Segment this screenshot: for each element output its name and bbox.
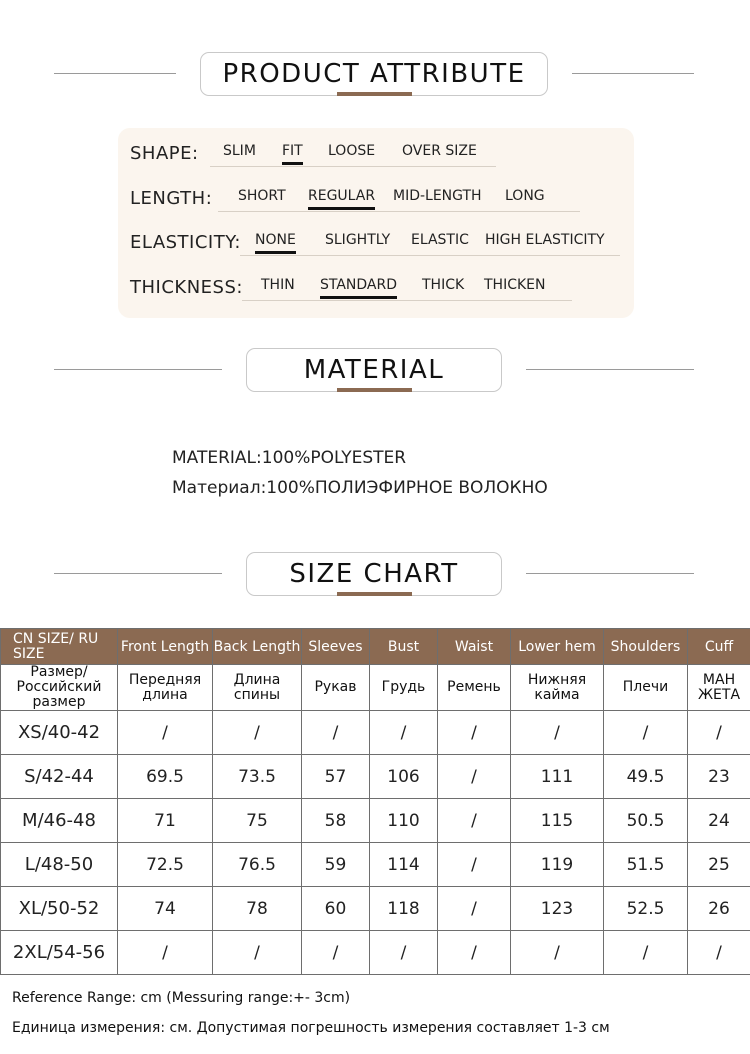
column-header-ru: МАН ЖЕТА [688, 665, 750, 711]
column-header-ru: Плечи [604, 665, 688, 711]
size-chart-table [0, 628, 750, 975]
material-ru: Материал:100%ПОЛИЭФИРНОЕ ВОЛОКНО [172, 478, 548, 498]
attribute-option-selected: REGULAR [308, 188, 376, 204]
header-accent-bar [337, 592, 412, 596]
column-header: Lower hem [511, 629, 604, 665]
attribute-row-elasticity [118, 232, 634, 262]
column-header-ru: Рукав [302, 665, 370, 711]
table-cell: / [438, 711, 511, 755]
attribute-option: SLIM [223, 143, 256, 159]
table-row [1, 843, 750, 887]
size-cell: S/42-44 [1, 755, 118, 799]
table-cell: 24 [688, 799, 750, 843]
table-cell: 52.5 [604, 887, 688, 931]
table-cell: 115 [511, 799, 604, 843]
header-rule-left [54, 369, 222, 370]
attribute-label: THICKNESS: [130, 277, 243, 298]
attribute-rule [242, 300, 572, 301]
attribute-rule [240, 255, 620, 256]
table-cell: / [511, 931, 604, 975]
table-cell: 57 [302, 755, 370, 799]
material-en: MATERIAL:100%POLYESTER [172, 448, 407, 468]
reference-note-en: Reference Range: cm (Messuring range:+- 3cm) [12, 990, 351, 1006]
table-cell: 58 [302, 799, 370, 843]
table-cell: 111 [511, 755, 604, 799]
attribute-option: THICKEN [484, 277, 546, 293]
attribute-option: LOOSE [328, 143, 376, 159]
table-cell: / [688, 711, 750, 755]
attribute-option-selected: FIT [282, 143, 303, 159]
product-attribute-title [200, 52, 548, 96]
table-cell: / [438, 799, 511, 843]
table-cell: 110 [370, 799, 438, 843]
column-header-ru: Размер/ Российский размер [1, 665, 118, 711]
material-header [0, 348, 750, 398]
size-cell: XS/40-42 [1, 711, 118, 755]
attribute-option: ELASTIC [411, 232, 469, 248]
column-header-ru: Нижняя кайма [511, 665, 604, 711]
table-cell: / [688, 931, 750, 975]
table-cell: / [213, 711, 302, 755]
table-cell: 119 [511, 843, 604, 887]
table-cell: / [118, 711, 213, 755]
table-row [1, 887, 750, 931]
table-cell: 50.5 [604, 799, 688, 843]
header-rule-right [526, 369, 694, 370]
table-row [1, 931, 750, 975]
header-rule-right [526, 573, 694, 574]
column-header-ru: Длина спины [213, 665, 302, 711]
attribute-option: HIGH ELASTICITY [485, 232, 605, 248]
table-cell: 114 [370, 843, 438, 887]
column-header-ru: Передняя длина [118, 665, 213, 711]
size-cell: 2XL/54-56 [1, 931, 118, 975]
table-cell: / [370, 711, 438, 755]
attribute-option: THICK [422, 277, 465, 293]
table-cell: 118 [370, 887, 438, 931]
table-cell: 74 [118, 887, 213, 931]
size-cell: XL/50-52 [1, 887, 118, 931]
header-rule-right [572, 73, 694, 74]
reference-note-ru: Единица измерения: см. Допустимая погрешность измерения составляет 1-3 см [12, 1020, 610, 1036]
attribute-label: SHAPE: [130, 143, 199, 164]
attribute-row-thickness [118, 277, 634, 307]
table-cell: / [438, 843, 511, 887]
table-cell: / [604, 931, 688, 975]
table-cell: / [118, 931, 213, 975]
size-chart-header [0, 552, 750, 602]
column-header: Bust [370, 629, 438, 665]
table-cell: 26 [688, 887, 750, 931]
attribute-option: SHORT [238, 188, 286, 204]
table-cell: 123 [511, 887, 604, 931]
column-header: Waist [438, 629, 511, 665]
size-chart-title [246, 552, 502, 596]
table-row [1, 799, 750, 843]
material-title-text: MATERIAL [303, 355, 445, 385]
table-cell: 78 [213, 887, 302, 931]
table-cell: 72.5 [118, 843, 213, 887]
header-rule-left [54, 73, 176, 74]
attribute-option-selected: NONE [255, 232, 296, 248]
column-header: Sleeves [302, 629, 370, 665]
table-cell: / [511, 711, 604, 755]
table-cell: 69.5 [118, 755, 213, 799]
column-header-ru: Ремень [438, 665, 511, 711]
table-cell: 49.5 [604, 755, 688, 799]
table-cell: 71 [118, 799, 213, 843]
table-cell: 51.5 [604, 843, 688, 887]
table-cell: / [370, 931, 438, 975]
table-cell: 106 [370, 755, 438, 799]
size-cell: L/48-50 [1, 843, 118, 887]
table-cell: / [604, 711, 688, 755]
table-cell: 60 [302, 887, 370, 931]
header-row-en [1, 629, 750, 665]
column-header: Shoulders [604, 629, 688, 665]
attribute-option-selected: STANDARD [320, 277, 398, 293]
table-cell: 75 [213, 799, 302, 843]
attribute-option: LONG [505, 188, 545, 204]
table-cell: / [213, 931, 302, 975]
column-header-ru: Грудь [370, 665, 438, 711]
product-attribute-title-text: PRODUCT ATTRIBUTE [222, 59, 526, 89]
attribute-label: ELASTICITY: [130, 232, 241, 253]
table-row [1, 711, 750, 755]
column-header: Back Length [213, 629, 302, 665]
table-cell: / [438, 755, 511, 799]
header-row-ru [1, 665, 750, 711]
column-header: Front Length [118, 629, 213, 665]
table-cell: 76.5 [213, 843, 302, 887]
table-cell: 59 [302, 843, 370, 887]
header-accent-bar [337, 92, 412, 96]
attribute-rule [218, 211, 580, 212]
table-cell: / [302, 711, 370, 755]
attribute-label: LENGTH: [130, 188, 213, 209]
attribute-panel [118, 128, 634, 318]
attribute-option: OVER SIZE [402, 143, 477, 159]
table-cell: / [302, 931, 370, 975]
table-cell: 25 [688, 843, 750, 887]
table-cell: / [438, 931, 511, 975]
attribute-option: MID-LENGTH [393, 188, 482, 204]
table-row [1, 755, 750, 799]
table-cell: 23 [688, 755, 750, 799]
header-rule-left [54, 573, 222, 574]
column-header-size: CN SIZE/ RU SIZE [1, 629, 118, 665]
table-cell: / [438, 887, 511, 931]
table-cell: 73.5 [213, 755, 302, 799]
header-accent-bar [337, 388, 412, 392]
column-header: Cuff [688, 629, 750, 665]
size-cell: M/46-48 [1, 799, 118, 843]
material-title [246, 348, 502, 392]
attribute-row-length [118, 188, 634, 218]
product-attribute-header [0, 52, 750, 102]
attribute-option: SLIGHTLY [325, 232, 391, 248]
attribute-rule [210, 166, 496, 167]
size-chart-title-text: SIZE CHART [289, 559, 459, 589]
attribute-option: THIN [261, 277, 295, 293]
attribute-row-shape [118, 143, 634, 173]
